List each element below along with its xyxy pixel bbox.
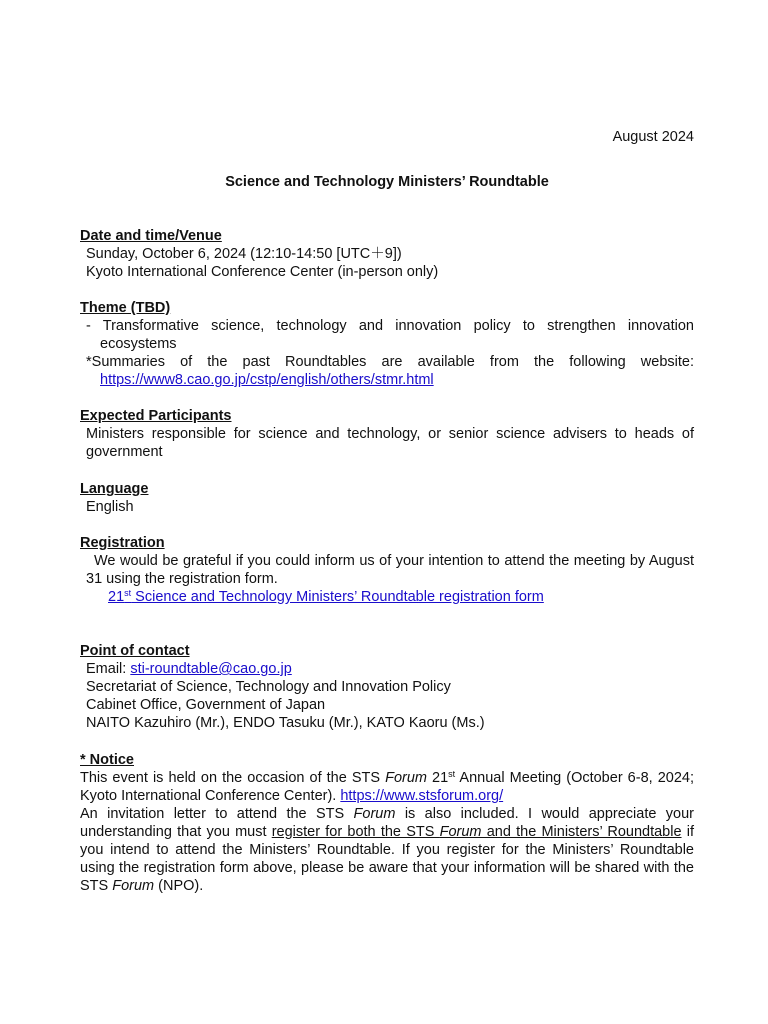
participants-heading: Expected Participants <box>80 408 232 424</box>
venue-datetime: Sunday, October 6, 2024 (12:10-14:50 [UTC＋9]) <box>86 246 402 262</box>
registration-section <box>80 534 694 606</box>
venue-heading: Date and time/Venue <box>80 228 222 244</box>
theme-heading: Theme (TBD) <box>80 300 171 316</box>
contact-heading: Point of contact <box>80 643 190 659</box>
registration-text: We would be grateful if you could inform us of your intention to attend the meeting by August 31 using the registration form. <box>86 553 694 587</box>
notice-paragraph-1: This event is held on the occasion of the STS Forum 21st Annual Meeting (October 6-8, 2024; Kyoto International Conference Center). https://www.stsforum.org/ <box>80 769 694 804</box>
registration-heading: Registration <box>80 535 165 551</box>
notice-heading: * Notice <box>80 752 134 768</box>
language-value: English <box>86 499 134 515</box>
theme-note: *Summaries of the past Roundtables are available from the following website: <box>86 354 694 370</box>
sts-forum-link[interactable]: https://www.stsforum.org/ <box>340 788 504 804</box>
registration-form-link[interactable]: 21st Science and Technology Ministers’ Roundtable registration form <box>108 588 544 605</box>
theme-section <box>80 299 694 389</box>
document-title: Science and Technology Ministers’ Roundtable <box>225 174 549 190</box>
notice-paragraph-2: An invitation letter to attend the STS Forum is also included. I would appreciate your understanding that you must register for both the STS Forum and the Ministers’ Roundtable if you intend to attend the Ministers’ Roundtable. If you register for the Ministers’ Roundtable using the registration form above, please be aware that your information will be shared with the STS Forum (NPO). <box>80 806 694 894</box>
contact-email-line: Email: sti-roundtable@cao.go.jp <box>86 661 292 677</box>
contact-section <box>80 642 694 732</box>
contact-office: Cabinet Office, Government of Japan <box>86 697 326 713</box>
contact-names: NAITO Kazuhiro (Mr.), ENDO Tasuku (Mr.), KATO Kaoru (Ms.) <box>86 715 485 731</box>
notice-section <box>80 751 694 895</box>
participants-section <box>80 407 694 461</box>
theme-item: - Transformative science, technology and innovation policy to strengthen innovation ecosystems <box>86 318 694 352</box>
language-section <box>80 480 694 516</box>
language-heading: Language <box>80 481 149 497</box>
document-date: August 2024 <box>612 129 694 145</box>
theme-summaries-link[interactable]: https://www8.cao.go.jp/cstp/english/others/stmr.html <box>100 372 434 388</box>
venue-location: Kyoto International Conference Center (in-person only) <box>86 264 439 280</box>
contact-email-link[interactable]: sti-roundtable@cao.go.jp <box>130 661 292 677</box>
contact-secretariat: Secretariat of Science, Technology and Innovation Policy <box>86 679 451 695</box>
participants-text: Ministers responsible for science and technology, or senior science advisers to heads of government <box>86 426 694 460</box>
venue-section <box>80 227 694 281</box>
